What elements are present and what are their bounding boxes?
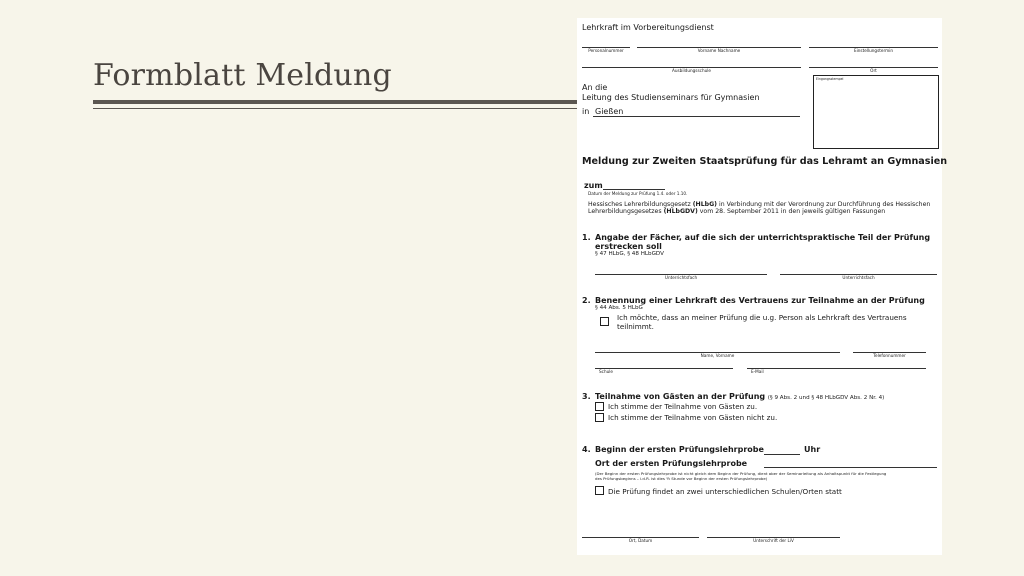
title-rule-thin xyxy=(93,108,577,109)
section-3-heading xyxy=(595,392,884,401)
caption-personalnummer: Personalnummer xyxy=(588,48,624,53)
form-header: Lehrkraft im Vorbereitungsdienst xyxy=(582,23,714,32)
section-3-title: Teilnahme von Gästen an der Prüfung xyxy=(595,392,766,401)
caption-ausbildungsschule: Ausbildungsschule xyxy=(671,68,712,73)
uhr-label: Uhr xyxy=(804,445,821,454)
gaeste-zustimmen-checkbox[interactable] xyxy=(595,402,604,411)
section-1-number: 1. xyxy=(582,233,591,242)
caption-ort-datum: Ort, Datum xyxy=(628,538,653,543)
address-line1: An die xyxy=(582,83,608,92)
slide-title: Formblatt Meldung xyxy=(93,58,392,93)
vertrauen-checkbox[interactable] xyxy=(600,317,609,326)
address-line2: Leitung des Studienseminars für Gymnasien xyxy=(582,93,760,102)
caption-telefonnummer: Telefonnummer xyxy=(873,353,906,358)
lehrprobe-note-line2: des Prüfungsbeginns – i.d.R. ist dies ½ Stunde vor Beginn der ersten Prüfungslehrprobe) xyxy=(595,476,768,481)
field-lehrprobe-ort[interactable] xyxy=(764,467,937,468)
caption-unterrichtsfach-1: Unterrichtsfach xyxy=(664,275,698,280)
legal-text-line1: Hessisches Lehrerbildungsgesetz (HLbG) in Verbindung mit der Verordnung zur Durchführung des Hessischen xyxy=(588,201,931,208)
caption-unterrichtsfach-2: Unterrichtsfach xyxy=(842,275,875,280)
section-4-number: 4. xyxy=(582,445,591,454)
field-vertrauen-email[interactable] xyxy=(747,368,926,369)
section-3-number: 3. xyxy=(582,392,591,401)
title-rule-thick xyxy=(93,100,577,104)
caption-schule: Schule xyxy=(599,369,614,374)
vertrauen-text-line2: teilnimmt. xyxy=(617,322,654,331)
caption-einstellungstermin: Einstellungstermin xyxy=(853,48,894,53)
caption-ort: Ort xyxy=(870,68,877,73)
field-lehrprobe-uhrzeit[interactable] xyxy=(764,454,800,455)
zum-caption: Datum der Meldung zur Prüfung 1.4. oder 1.10. xyxy=(588,191,688,196)
section-1-title-line2: erstrecken soll xyxy=(595,242,662,251)
lehrprobe-ort-label: Ort der ersten Prüfungslehrprobe xyxy=(595,459,748,468)
legal-text-line2: Lehrerbildungsgesetzes (HLbGDV) vom 28. September 2011 in den jeweils gültigen Fassungen xyxy=(588,208,886,215)
section-2-ref: § 44 Abs. 5 HLbG xyxy=(595,305,643,311)
gaeste-ablehnen-checkbox[interactable] xyxy=(595,413,604,422)
caption-vorname-nachname: Vorname Nachname xyxy=(697,48,741,53)
zum-label: zum xyxy=(584,181,603,190)
zwei-orte-checkbox[interactable] xyxy=(595,486,604,495)
field-zum-datum[interactable] xyxy=(603,189,665,190)
stamp-caption: Eingangsstempel xyxy=(816,77,844,81)
gaeste-ablehnen-label: Ich stimme der Teilnahme von Gästen nicht zu. xyxy=(608,413,778,422)
section-4-title: Beginn der ersten Prüfungslehrprobe xyxy=(595,445,764,454)
address-city-line xyxy=(593,116,800,117)
address-city[interactable]: Gießen xyxy=(595,107,624,116)
section-1-ref: § 47 HLbG, § 48 HLbGDV xyxy=(595,251,664,257)
vertrauen-text-line1: Ich möchte, dass an meiner Prüfung die u.g. Person als Lehrkraft des Vertrauens xyxy=(617,313,907,322)
lehrprobe-note-line1: (Der Beginn der ersten Prüfungslehrprobe ist nicht gleich dem Beginn der Prüfung, dient aber der Seminarleitung als Anhaltspunkt für die Festlegung xyxy=(595,471,887,476)
section-3-ref: (§ 9 Abs. 2 und § 48 HLbGDV Abs. 2 Nr. 4) xyxy=(767,395,885,401)
gaeste-zustimmen-label: Ich stimme der Teilnahme von Gästen zu. xyxy=(608,402,758,411)
caption-email: E-Mail xyxy=(751,369,764,374)
address-in: in xyxy=(582,107,590,116)
section-2-number: 2. xyxy=(582,296,591,305)
zwei-orte-label: Die Prüfung findet an zwei unterschiedlichen Schulen/Orten statt xyxy=(608,487,842,496)
section-1-title-line1: Angabe der Fächer, auf die sich der unterrichtspraktische Teil der Prüfung xyxy=(595,233,931,242)
field-vertrauen-schule[interactable] xyxy=(595,368,733,369)
form-document xyxy=(577,18,948,555)
caption-name-vorname: Name, Vorname xyxy=(700,353,735,358)
section-2-title: Benennung einer Lehrkraft des Vertrauens zur Teilnahme an der Prüfung xyxy=(595,296,925,305)
main-title: Meldung zur Zweiten Staatsprüfung für das Lehramt an Gymnasien xyxy=(582,156,948,167)
stamp-box xyxy=(813,75,939,149)
caption-unterschrift: Unterschrift der LiV xyxy=(753,538,794,543)
